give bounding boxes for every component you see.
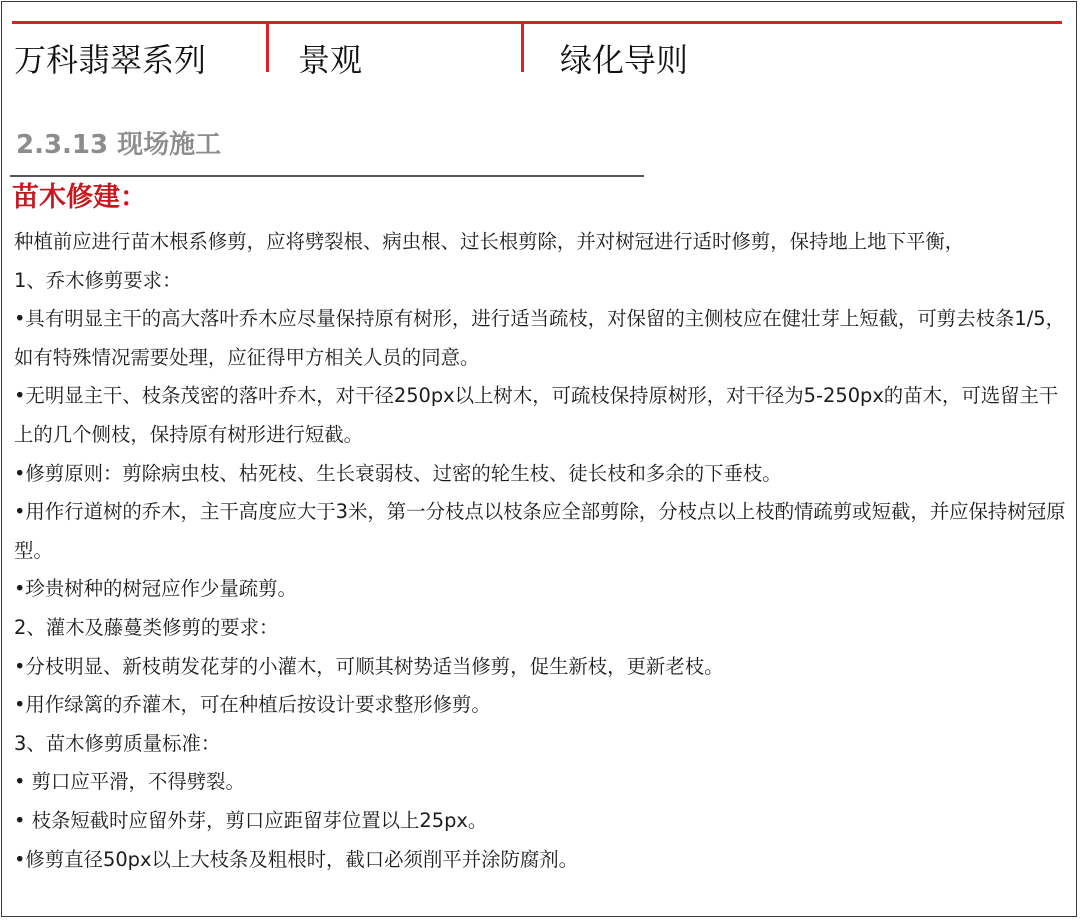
list-heading: 1、乔木修剪要求： [14,268,182,292]
list-heading: 3、苗木修剪质量标准： [14,731,221,755]
list-item: •用作绿篱的乔灌木，可在种植后按设计要求整形修剪。 [14,693,491,717]
list-item: •用作行道树的乔木，主干高度应大于3米，第一分枝点以枝条应全部剪除，分枝点以上枝酌情疏剪或短截，并应保持树冠原型。 [14,500,1066,562]
list-item: •分枝明显、新枝萌发花芽的小灌木，可顺其树势适当修剪，促生新枝，更新老枝。 [14,654,724,678]
list-item: • 剪口应平滑，不得劈裂。 [14,770,245,794]
header-category: 景观 [298,41,363,79]
body-text [14,223,1074,879]
list-item: •修剪直径50px以上大枝条及粗根时，截口必须削平并涂防腐剂。 [14,847,579,871]
list-item: •修剪原则：剪除病虫枝、枯死枝、生长衰弱枝、过密的轮生枝、徒长枝和多余的下垂枝。 [14,461,782,485]
body-paragraph: 种植前应进行苗木根系修剪，应将劈裂根、病虫根、过长根剪除，并对树冠进行适时修剪，保持地上地下平衡， [14,230,965,253]
header-divider [266,24,269,72]
list-heading: 2、灌木及藤蔓类修剪的要求： [14,615,279,639]
section-underline [10,175,644,177]
top-red-rule [12,21,1062,24]
subheading: 苗木修建： [12,182,147,213]
header-guide: 绿化导则 [560,41,689,79]
list-item: •具有明显主干的高大落叶乔木应尽量保持原有树形，进行适当疏枝，对保留的主侧枝应在健壮芽上短截，可剪去枝条1/5，如有特殊情况需要处理，应征得甲方相关人员的同意。 [14,307,1065,369]
header-series: 万科翡翠系列 [14,41,207,79]
list-item: •无明显主干、枝条茂密的落叶乔木，对干径250px以上树木，可疏枝保持原树形，对干径为5-250px的苗木，可选留主干上的几个侧枝，保持原有树形进行短截。 [14,384,1059,446]
section-title: 2.3.13 现场施工 [16,130,222,160]
list-item: •珍贵树种的树冠应作少量疏剪。 [14,577,297,601]
list-item: • 枝条短截时应留外芽，剪口应距留芽位置以上25px。 [14,808,488,832]
header-divider [521,24,524,72]
